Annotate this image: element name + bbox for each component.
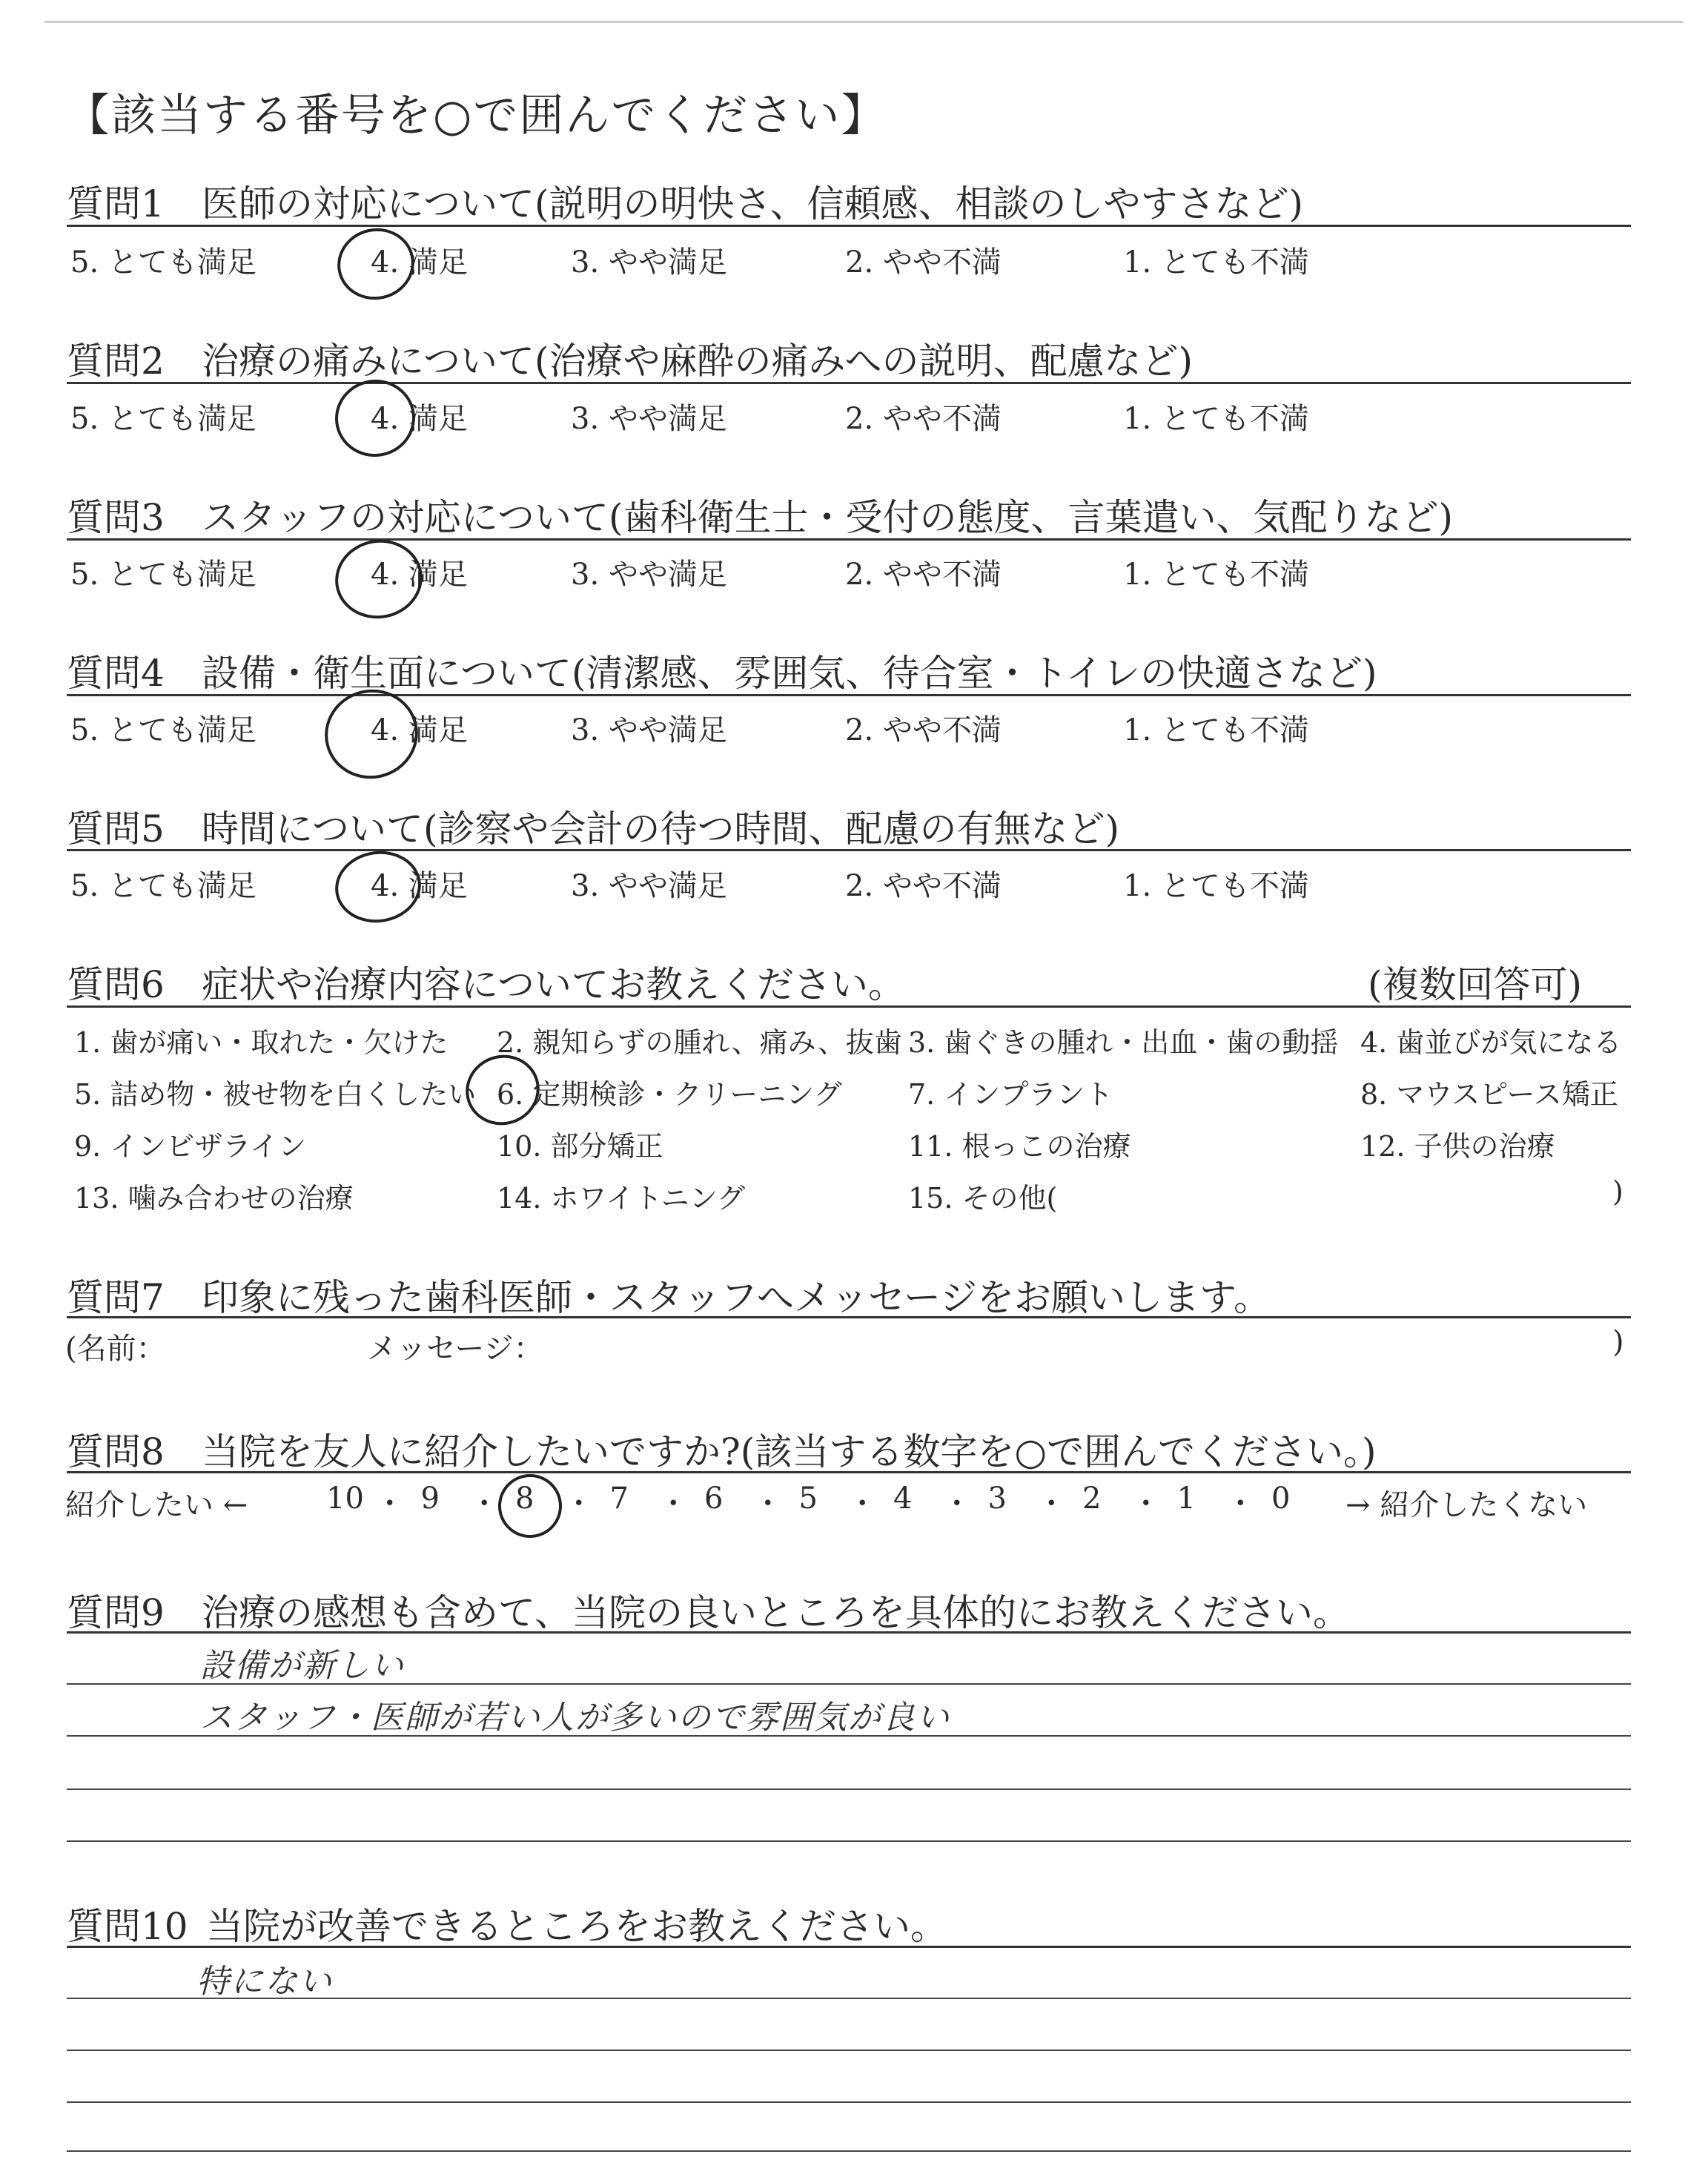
- message-input[interactable]: [578, 1324, 1594, 1362]
- rating-option-4[interactable]: 4. 満足: [371, 245, 468, 280]
- scale-point-5[interactable]: 5: [798, 1482, 818, 1516]
- question-label: 質問9: [67, 1591, 165, 1634]
- rating-option-4[interactable]: 4. 満足: [371, 869, 468, 903]
- rating-option-5[interactable]: 5. とても満足: [70, 245, 256, 280]
- scale-right-label: → 紹介したくない: [1345, 1488, 1588, 1522]
- selection-circle-q2: [330, 374, 420, 462]
- scan-edge: [44, 21, 1683, 23]
- name-field-label: (名前：: [65, 1332, 166, 1366]
- scale-point-6[interactable]: 6: [704, 1482, 724, 1516]
- symptom-option-5[interactable]: 5. 詰め物・被せ物を白くしたい: [74, 1078, 477, 1111]
- question-text: 症状や治療内容についてお教えください。: [202, 963, 905, 1006]
- symptom-option-14[interactable]: 14. ホワイトニング: [497, 1182, 746, 1215]
- selection-circle-q1: [331, 221, 421, 307]
- scale-point-9[interactable]: 9: [420, 1482, 440, 1516]
- symptom-option-9[interactable]: 9. インビザライン: [74, 1130, 307, 1163]
- rating-option-3[interactable]: 3. やや満足: [571, 713, 727, 747]
- symptom-option-13[interactable]: 13. 噛み合わせの治療: [74, 1182, 354, 1215]
- question-text: 医師の対応について(説明の明快さ、信頼感、相談のしやすさなど): [202, 182, 1304, 225]
- question-label: 質問4: [67, 652, 165, 695]
- rating-option-1[interactable]: 1. とても不満: [1123, 402, 1309, 436]
- rating-option-2[interactable]: 2. やや不満: [845, 869, 1002, 903]
- scale-separator: ・: [374, 1487, 405, 1521]
- question-label: 質問7: [67, 1276, 165, 1319]
- scale-point-1[interactable]: 1: [1176, 1482, 1196, 1516]
- rating-option-5[interactable]: 5. とても満足: [70, 402, 256, 436]
- question-text: 時間について(診察や会計の待つ時間、配慮の有無など): [202, 807, 1120, 851]
- symptom-option-8[interactable]: 8. マウスピース矯正: [1360, 1078, 1618, 1111]
- scale-separator: ・: [563, 1487, 594, 1521]
- question-rule: [67, 849, 1631, 851]
- scale-point-2[interactable]: 2: [1082, 1482, 1102, 1516]
- rating-option-5[interactable]: 5. とても満足: [70, 869, 256, 903]
- scale-point-3[interactable]: 3: [987, 1482, 1007, 1516]
- scale-separator: ・: [1131, 1487, 1161, 1521]
- selection-circle-q5: [331, 845, 426, 928]
- selection-circle-q3: [329, 533, 429, 626]
- scale-point-4[interactable]: 4: [893, 1482, 913, 1516]
- scale-separator: ・: [658, 1487, 689, 1521]
- rating-option-4[interactable]: 4. 満足: [371, 402, 468, 436]
- scale-point-7[interactable]: 7: [609, 1482, 629, 1516]
- scale-separator: ・: [941, 1487, 972, 1521]
- scale-point-10[interactable]: 10: [326, 1482, 364, 1516]
- rating-option-3[interactable]: 3. やや満足: [571, 245, 727, 280]
- question-text: 当院を友人に紹介したいですか?(該当する数字を○で囲んでください。): [202, 1430, 1377, 1473]
- rating-option-2[interactable]: 2. やや不満: [845, 558, 1002, 592]
- symptom-option-15[interactable]: 15. その他(: [908, 1182, 1058, 1215]
- message-close-paren: ): [1612, 1325, 1624, 1359]
- message-field-label: メッセージ：: [367, 1332, 543, 1366]
- symptom-option-7[interactable]: 7. インプラント: [908, 1078, 1113, 1111]
- rating-option-2[interactable]: 2. やや不満: [845, 402, 1002, 436]
- page-title: 【該当する番号を○で囲んでください】: [65, 90, 887, 142]
- symptom-option-3[interactable]: 3. 歯ぐきの腫れ・出血・歯の動揺: [908, 1026, 1339, 1059]
- question-rule: [67, 1005, 1631, 1008]
- question-text: 印象に残った歯科医師・スタッフへメッセージをお願いします。: [202, 1276, 1271, 1319]
- rating-option-1[interactable]: 1. とても不満: [1123, 558, 1309, 592]
- rating-option-4[interactable]: 4. 満足: [371, 558, 468, 592]
- scale-separator: ・: [1036, 1487, 1067, 1521]
- symptom-option-10[interactable]: 10. 部分矯正: [497, 1130, 663, 1163]
- question-label: 質問5: [67, 807, 165, 851]
- symptom-option-4[interactable]: 4. 歯並びが気になる: [1360, 1026, 1622, 1059]
- multiple-answer-note: (複数回答可): [1368, 963, 1583, 1006]
- question-rule: [67, 1946, 1631, 1948]
- handwritten-answer: 特にない: [196, 1963, 333, 2001]
- question-rule: [67, 694, 1631, 696]
- question-label: 質問1: [67, 182, 165, 225]
- scale-separator: ・: [1225, 1487, 1256, 1521]
- improvement-textarea[interactable]: [67, 1950, 1631, 2150]
- handwritten-answer: 設備が新しい: [200, 1647, 405, 1685]
- answer-line: [67, 2150, 1631, 2152]
- scale-point-0[interactable]: 0: [1271, 1482, 1291, 1516]
- symptom-option-2[interactable]: 2. 親知らずの腫れ、痛み、抜歯: [497, 1026, 902, 1059]
- rating-option-2[interactable]: 2. やや不満: [845, 245, 1002, 280]
- scale-point-8[interactable]: 8: [515, 1482, 534, 1516]
- question-label: 質問3: [67, 496, 165, 539]
- question-text: 設備・衛生面について(清潔感、雰囲気、待合室・トイレの快適さなど): [202, 652, 1377, 695]
- rating-option-1[interactable]: 1. とても不満: [1123, 869, 1309, 903]
- name-input[interactable]: [267, 1324, 348, 1362]
- rating-option-1[interactable]: 1. とても不満: [1123, 245, 1309, 280]
- handwritten-answer: スタッフ・医師が若い人が多いので雰囲気が良い: [200, 1699, 950, 1737]
- scale-left-label: 紹介したい ←: [65, 1488, 248, 1522]
- question-label: 質問10: [67, 1905, 188, 1948]
- symptom-option-11[interactable]: 11. 根っこの治療: [908, 1130, 1131, 1163]
- question-text: 治療の感想も含めて、当院の良いところを具体的にお教えください。: [202, 1591, 1350, 1634]
- other-close-paren: ): [1612, 1175, 1623, 1208]
- rating-option-5[interactable]: 5. とても満足: [70, 558, 256, 592]
- question-rule: [67, 382, 1631, 384]
- question-rule: [67, 1316, 1631, 1318]
- question-label: 質問2: [67, 340, 165, 383]
- question-label: 質問6: [67, 963, 165, 1006]
- rating-option-3[interactable]: 3. やや満足: [571, 402, 727, 436]
- scale-separator: ・: [847, 1487, 878, 1521]
- question-text: 治療の痛みについて(治療や麻酔の痛みへの説明、配慮など): [202, 340, 1194, 383]
- symptom-option-6[interactable]: 6. 定期検診・クリーニング: [497, 1078, 842, 1111]
- question-text: 当院が改善できるところをお教えください。: [206, 1905, 947, 1948]
- good-points-textarea[interactable]: [67, 1635, 1631, 1843]
- question-rule: [67, 1631, 1631, 1634]
- selection-circle-q8: [489, 1465, 571, 1547]
- rating-option-1[interactable]: 1. とても不満: [1123, 713, 1309, 747]
- question-text: スタッフの対応について(歯科衛生士・受付の態度、言葉遣い、気配りなど): [202, 496, 1454, 539]
- symptom-option-1[interactable]: 1. 歯が痛い・取れた・欠けた: [74, 1026, 448, 1059]
- rating-option-5[interactable]: 5. とても満足: [70, 713, 256, 747]
- rating-option-2[interactable]: 2. やや不満: [845, 713, 1002, 747]
- symptom-option-12[interactable]: 12. 子供の治療: [1360, 1130, 1555, 1163]
- scale-separator: ・: [752, 1487, 783, 1521]
- rating-option-3[interactable]: 3. やや満足: [571, 558, 727, 592]
- question-label: 質問8: [67, 1430, 165, 1473]
- rating-option-3[interactable]: 3. やや満足: [571, 869, 727, 903]
- scale-separator: ・: [469, 1487, 500, 1521]
- question-rule: [67, 1471, 1631, 1473]
- rating-option-4[interactable]: 4. 満足: [371, 713, 468, 747]
- question-rule: [67, 225, 1631, 227]
- question-rule: [67, 538, 1631, 541]
